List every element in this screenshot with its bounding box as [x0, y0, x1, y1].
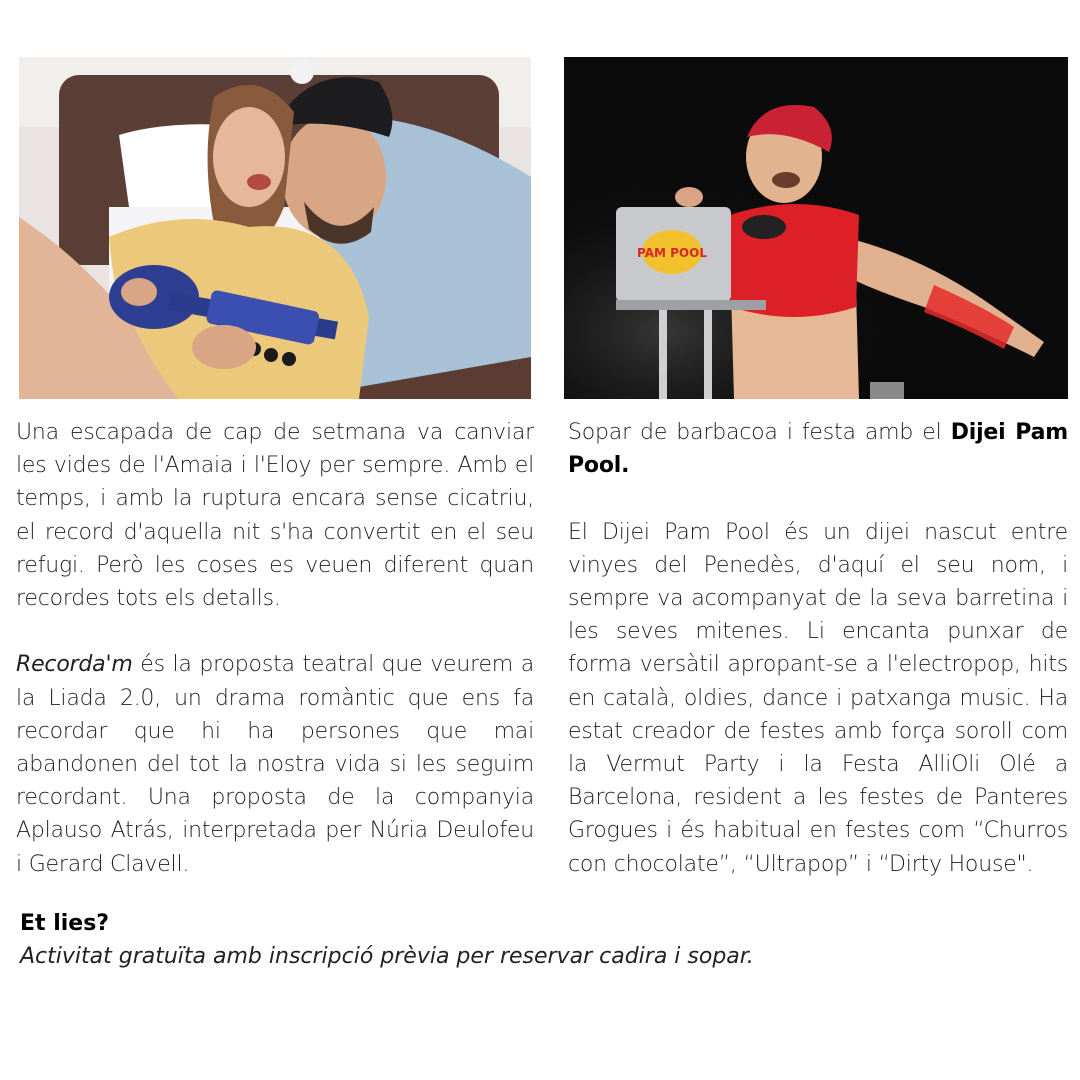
- laptop-sticker: PAM POOL: [637, 246, 707, 260]
- couple-illustration: [19, 57, 531, 399]
- couple-photo: [19, 57, 531, 399]
- right-column-text: [568, 416, 1068, 881]
- right-paragraph-1: [568, 416, 1068, 482]
- footer: [20, 907, 1060, 973]
- dinner-intro: Sopar de barbacoa i festa amb el: [568, 420, 951, 445]
- dj-illustration: [564, 57, 1068, 399]
- dj-photo: [564, 57, 1068, 399]
- play-description: és la proposta teatral que veurem a la Liada 2.0, un drama romàntic que ens fa recordar que hi ha persones que mai abandonen del tot la nostra vida si les seguim recordant. Una proposta de la companyia Aplauso Atrás, interpretada per Núria Deulofeu i Gerard Clavell.: [16, 652, 534, 877]
- dj-name: Dijei Pam Pool.: [568, 420, 1069, 479]
- footer-title: Et lies?: [20, 911, 110, 936]
- play-title: Recorda'm: [16, 652, 133, 678]
- footer-note: Activitat gratuïta amb inscripció prèvia per reservar cadira i sopar.: [20, 944, 754, 969]
- left-paragraph-1: Una escapada de cap de setmana va canviar les vides de l'Amaia i l'Eloy per sempre. Amb el temps, i amb la ruptura encara sense cicatriu, el record d'aquella nit s'ha convertit en el seu refugi. Però les coses es veuen diferent quan recordes tots els detalls.: [16, 420, 534, 612]
- right-paragraph-2: El Dijei Pam Pool és un dijei nascut entre vinyes del Penedès, d'aquí el seu nom, i sempre va acompanyat de la seva barretina i les seves mitenes. Li encanta punxar de forma versàtil apropant-se a l'electropop, hits en català, oldies, dance i patxanga music. Ha estat creador de festes amb força soroll com la Vermut Party i la Festa AlliOli Olé a Barcelona, resident a les festes de Panteres Grogues i és habitual en festes com “Churros con chocolate”, “Ultrapop” i “Dirty House".: [568, 519, 1068, 877]
- left-column-text: [16, 416, 534, 881]
- left-paragraph-2: [16, 648, 534, 880]
